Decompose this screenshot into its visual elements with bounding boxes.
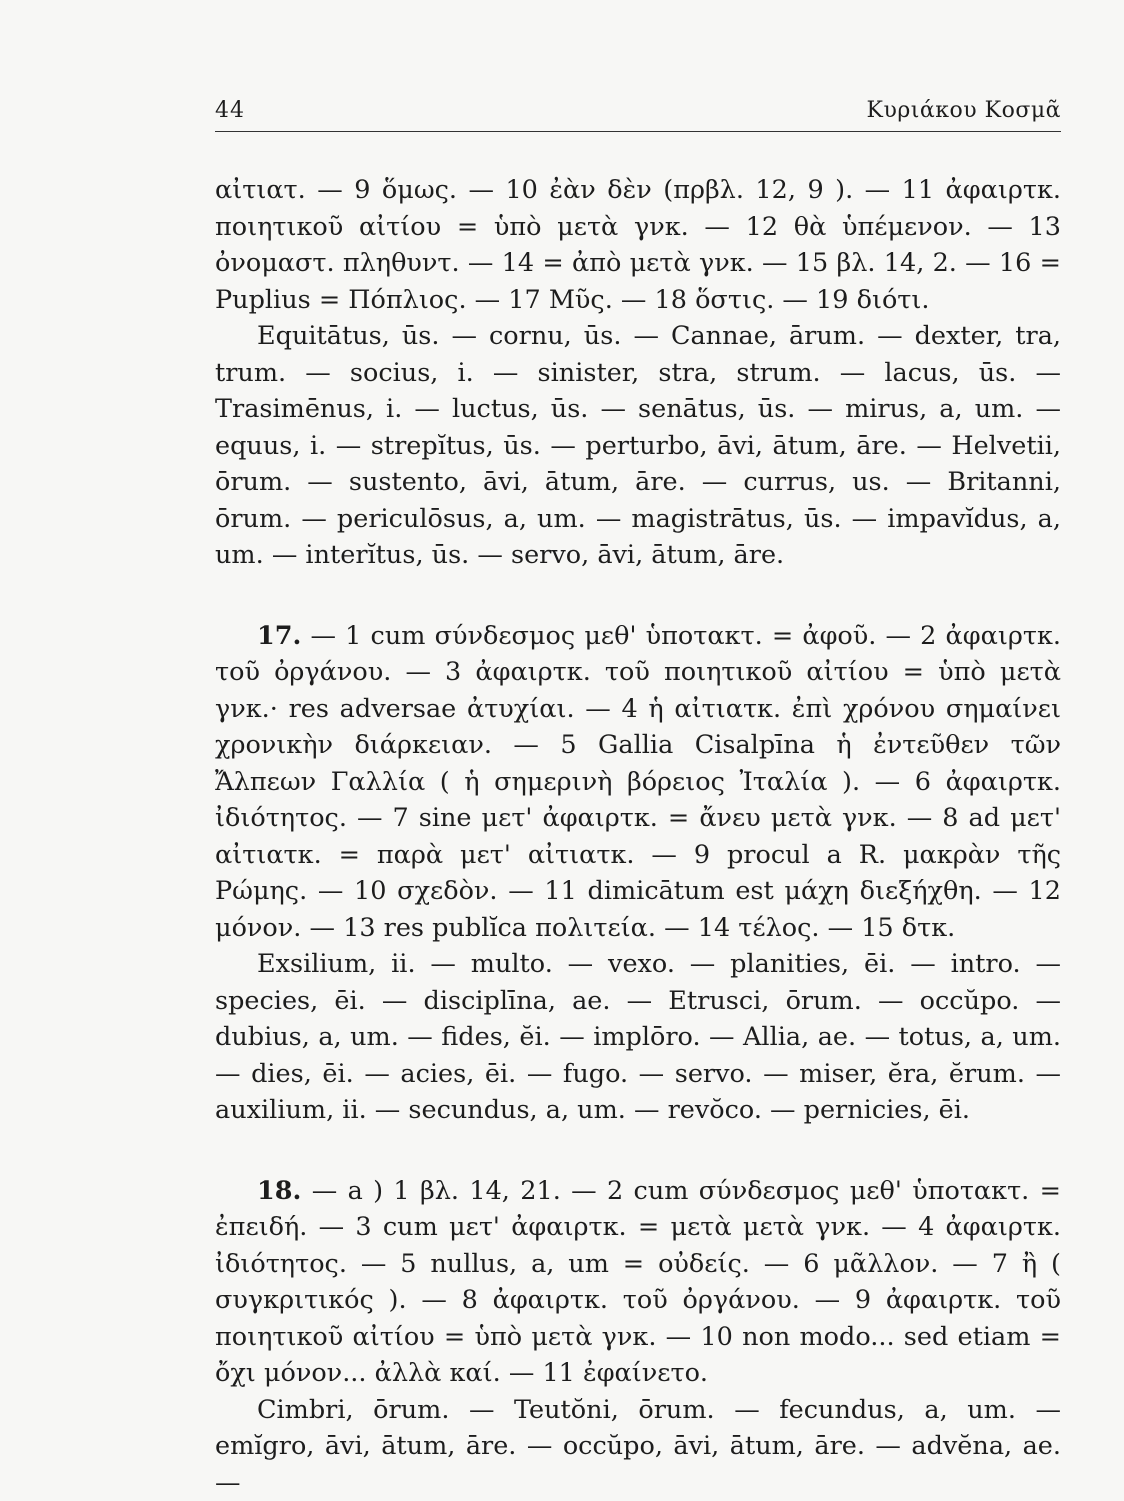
page-header <box>215 96 1061 132</box>
body-text <box>215 172 1061 1501</box>
section-gap <box>215 1129 1061 1173</box>
paragraph-notes-16: αἰτιατ. — 9 ὅμως. — 10 ἐὰν δὲν (πρβλ. 12, 9 ). — 11 ἀφαιρτκ. ποιητικοῦ αἰτίου = ὑπὸ μετὰ γνκ. — 12 θὰ ὑπέμενον. — 13 ὀνομαστ. πληθυντ. — 14 = ἀπὸ μετὰ γνκ. — 15 βλ. 14, 2. — 16 = Puplius = Πόπλιος. — 17 Μῦς. — 18 ὅστις. — 19 διότι. <box>215 172 1061 318</box>
running-head: Κυριάκου Κοσμᾶ <box>867 98 1061 123</box>
paragraph-vocabulary-18: Cimbri, ōrum. — Teutŏni, ōrum. — fecundus, a, um. — emĭgro, āvi, ātum, āre. — occŭpo, āvi, ātum, āre. — advĕna, ae. — <box>215 1392 1061 1501</box>
page-number: 44 <box>215 98 245 123</box>
section-number-17: 17. <box>257 621 301 651</box>
paragraph-vocabulary-16: Equitātus, ūs. — cornu, ūs. — Cannae, ārum. — dexter, tra, trum. — socius, i. — sinister, stra, strum. — lacus, ūs. — Trasimēnus, i. — luctus, ūs. — senātus, ūs. — mirus, a, um. — equus, i. — strepĭtus, ūs. — perturbo, āvi, ātum, āre. — Helvetii, ōrum. — sustento, āvi, ātum, āre. — currus, us. — Britanni, ōrum. — periculōsus, a, um. — magistrātus, ūs. — impavĭdus, a, um. — interĭtus, ūs. — servo, āvi, ātum, āre. <box>215 318 1061 574</box>
paragraph-notes-17 <box>215 618 1061 947</box>
notes-18-text: — a ) 1 βλ. 14, 21. — 2 cum σύνδεσμος μεθ' ὑποτακτ. = ἐπειδή. — 3 cum μετ' ἀφαιρτκ. = μετὰ μετὰ γνκ. — 4 ἀφαιρτκ. ἰδιότητος. — 5 nullus, a, um = οὐδείς. — 6 μᾶλλον. — 7 ἢ ( συγκριτικός ). — 8 ἀφαιρτκ. τοῦ ὀργάνου. — 9 ἀφαιρτκ. τοῦ ποιητικοῦ αἰτίου = ὑπὸ μετὰ γνκ. — 10 non modo... sed etiam = ὄχι μόνον... ἀλλὰ καί. — 11 ἐφαίνετο. <box>215 1176 1061 1389</box>
paragraph-vocabulary-17: Exsilium, ii. — multo. — vexo. — planities, ēi. — intro. — species, ēi. — disciplīna, ae. — Etrusci, ōrum. — occŭpo. — dubius, a, um. — fides, ĕi. — implōro. — Allia, ae. — totus, a, um. — dies, ēi. — acies, ēi. — fugo. — servo. — miser, ĕra, ĕrum. — auxilium, ii. — secundus, a, um. — revŏco. — pernicies, ēi. <box>215 946 1061 1129</box>
header-rule <box>215 131 1061 132</box>
section-gap <box>215 574 1061 618</box>
notes-17-text: — 1 cum σύνδεσμος μεθ' ὑποτακτ. = ἀφοῦ. — 2 ἀφαιρτκ. τοῦ ὀργάνου. — 3 ἀφαιρτκ. τοῦ ποιητικοῦ αἰτίου = ὑπὸ μετὰ γνκ.· res adversae ἀτυχίαι. — 4 ἡ αἰτιατκ. ἐπὶ χρόνου σημαίνει χρονικὴν διάρκειαν. — 5 Gallia Cisalpīna ἡ ἐντεῦθεν τῶν Ἄλπεων Γαλλία ( ἡ σημερινὴ βόρειος Ἰταλία ). — 6 ἀφαιρτκ. ἰδιότητος. — 7 sine μετ' ἀφαιρτκ. = ἄνευ μετὰ γνκ. — 8 ad μετ' αἰτιατκ. = παρὰ μετ' αἰτιατκ. — 9 procul a R. μακρὰν τῆς Ρώμης. — 10 σχεδὸν. — 11 dimicātum est μάχη διεξήχθη. — 12 μόνον. — 13 res publĭca πολιτεία. — 14 τέλος. — 15 δτκ. <box>215 621 1061 943</box>
paragraph-notes-18 <box>215 1173 1061 1392</box>
section-number-18: 18. <box>257 1176 301 1206</box>
